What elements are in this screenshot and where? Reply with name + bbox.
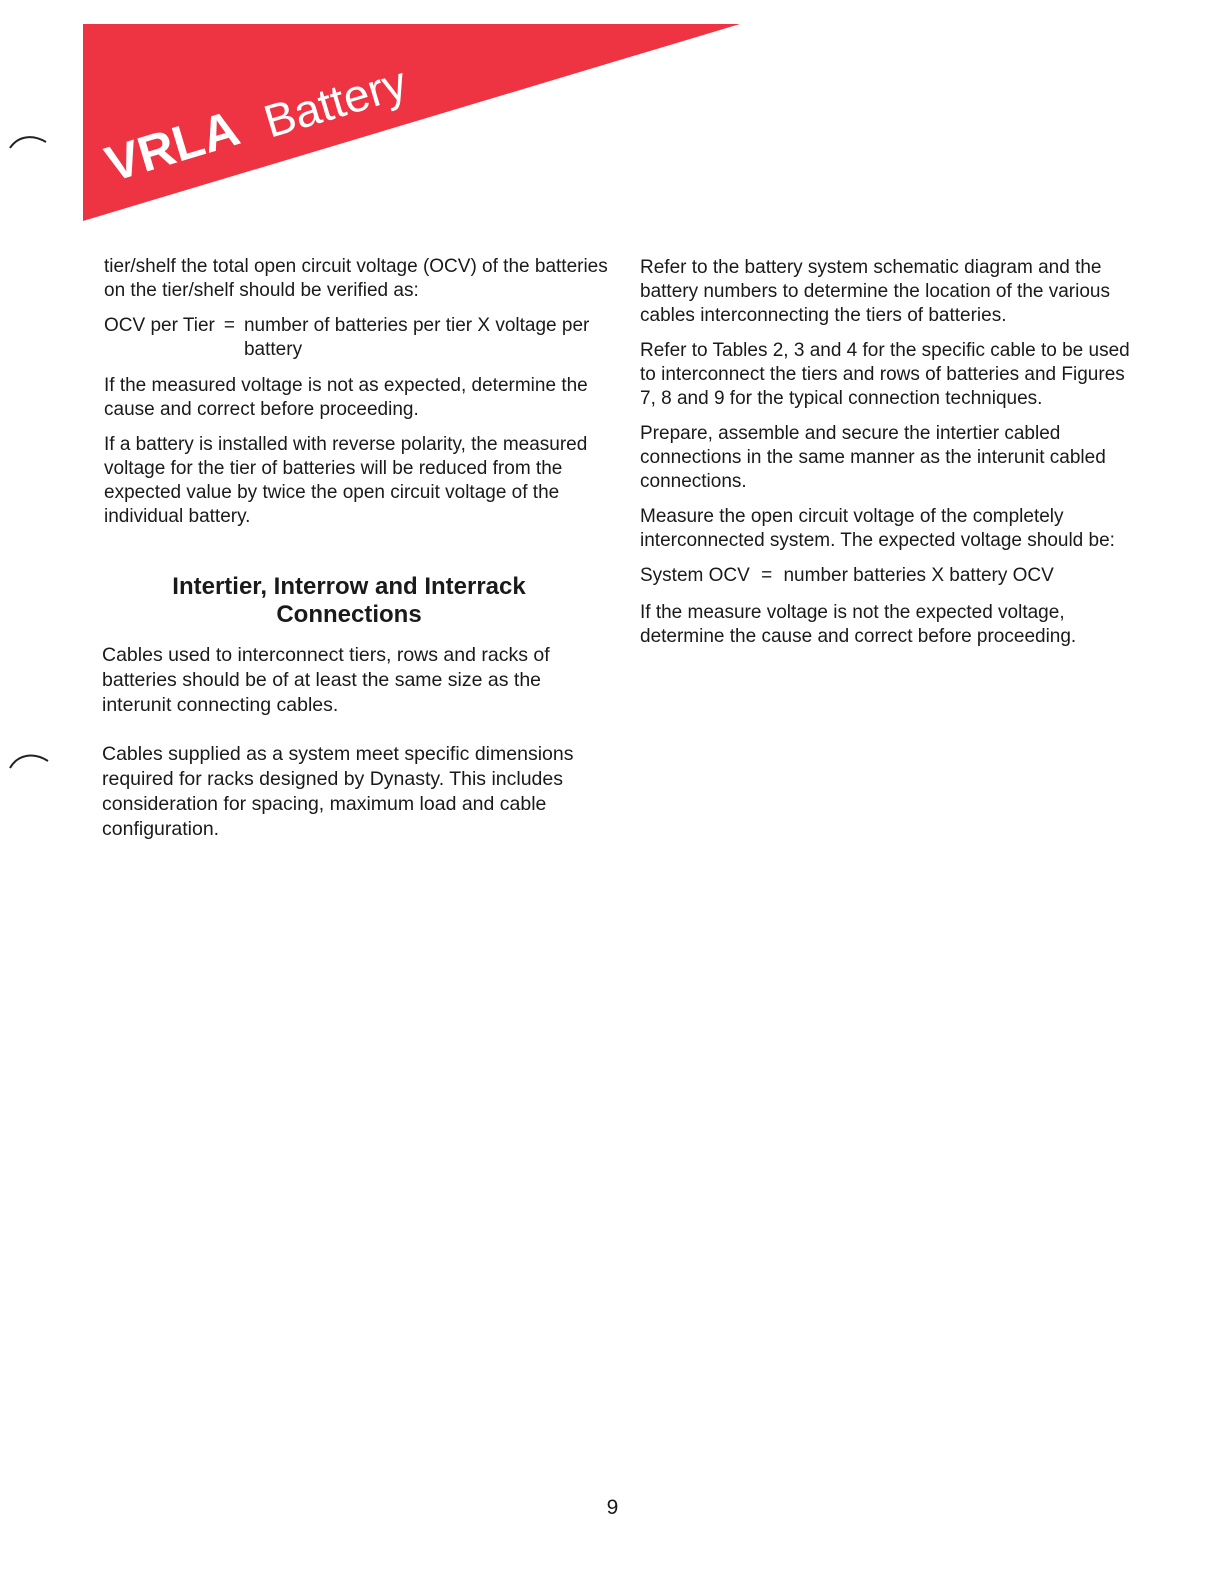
final-paragraph: If the measure voltage is not the expected voltage, determine the cause and correct before proceeding. <box>640 602 1077 647</box>
reverse-polarity-paragraph: If a battery is installed with reverse polarity, the measured voltage for the tier of batteries will be reduced from the expected value by twice the open circuit voltage of the individual battery. <box>104 434 588 527</box>
cable-size-paragraph: Cables used to interconnect tiers, rows and racks of batteries should be of at least the same size as the interunit connecting cables. <box>102 644 550 716</box>
formula-lhs: OCV per Tier <box>104 315 215 336</box>
cables-supplied-paragraph: Cables supplied as a system meet specific dimensions required for racks designed by Dynasty. This includes consideration for spacing, maximum load and cable configuration. <box>102 743 574 840</box>
section-heading <box>104 573 614 629</box>
heading-line-2: Connections <box>276 601 422 628</box>
formula-equals: = <box>223 315 235 336</box>
formula-rhs: number batteries X battery OCV <box>783 565 1054 586</box>
heading-line-1: Intertier, Interrow and Interrack <box>172 573 526 600</box>
measure-paragraph: Measure the open circuit voltage of the completely interconnected system. The expected voltage should be: <box>640 506 1115 551</box>
left-column <box>104 255 614 853</box>
banner-word-vrla: VRLA <box>99 99 246 193</box>
formula-equals: = <box>761 565 773 586</box>
banner-word-battery: Battery <box>257 55 413 148</box>
right-column <box>640 256 1145 660</box>
intro-paragraph: tier/shelf the total open circuit voltage (OCV) of the batteries on the tier/shelf should be verified as: <box>104 256 608 301</box>
formula-lhs: System OCV <box>640 565 750 586</box>
not-expected-paragraph: If the measured voltage is not as expected, determine the cause and correct before proceeding. <box>104 375 588 420</box>
prepare-paragraph: Prepare, assemble and secure the intertier cabled connections in the same manner as the interunit cabled connections. <box>640 423 1106 492</box>
system-ocv-formula <box>640 564 1145 588</box>
banner-graphic <box>0 0 1225 240</box>
refer-tables-paragraph: Refer to Tables 2, 3 and 4 for the specific cable to be used to interconnect the tiers and rows of batteries and Figures 7, 8 and 9 for the typical connection techniques. <box>640 340 1130 409</box>
binding-mark-bottom <box>8 748 50 772</box>
vrla-battery-banner <box>0 0 1225 240</box>
binding-mark-top <box>8 130 48 152</box>
formula-rhs: number of batteries per tier X voltage per battery <box>243 315 590 360</box>
ocv-per-tier-formula <box>104 314 614 362</box>
refer-schematic-paragraph: Refer to the battery system schematic diagram and the battery numbers to determine the location of the various cables interconnecting the tiers of batteries. <box>640 257 1110 326</box>
page-number: 9 <box>606 1496 619 1519</box>
